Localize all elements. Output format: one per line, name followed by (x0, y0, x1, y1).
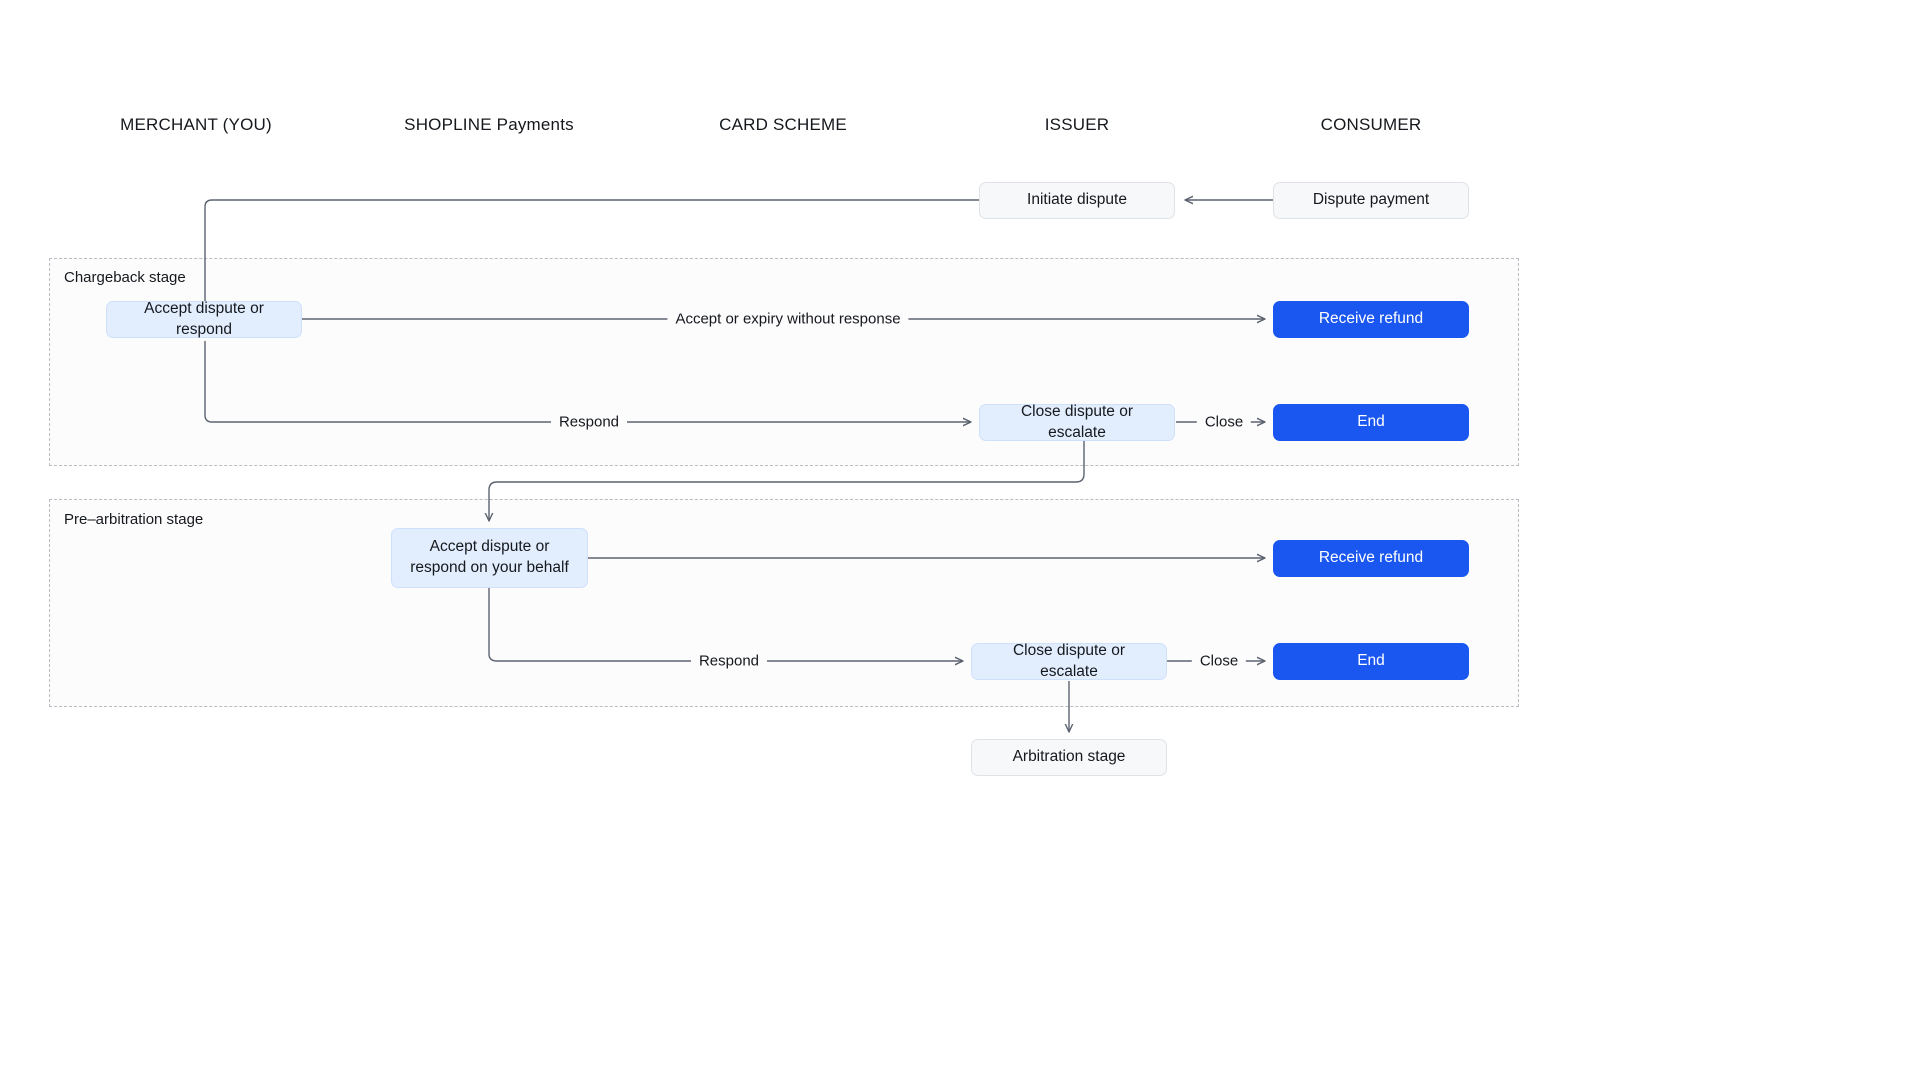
edge-label-respond-chargeback: Respond (551, 414, 627, 431)
node-arbitration-stage[interactable]: Arbitration stage (971, 739, 1167, 776)
node-initiate-dispute[interactable]: Initiate dispute (979, 182, 1175, 219)
edge-label-close-pre-arbitration: Close (1192, 653, 1246, 670)
node-accept-dispute-or-respond-on-your-behalf[interactable]: Accept dispute or respond on your behalf (391, 528, 588, 588)
stage-label-chargeback: Chargeback stage (64, 269, 186, 286)
node-receive-refund-chargeback[interactable]: Receive refund (1273, 301, 1469, 338)
column-header-merchant: MERCHANT (YOU) (120, 115, 272, 134)
column-header-issuer: ISSUER (1044, 115, 1110, 134)
edge-label-close-chargeback: Close (1197, 414, 1251, 431)
node-close-dispute-or-escalate-chargeback[interactable]: Close dispute or escalate (979, 404, 1175, 441)
column-header-shopline-payments: SHOPLINE Payments (404, 115, 574, 134)
node-close-dispute-or-escalate-pre-arbitration[interactable]: Close dispute or escalate (971, 643, 1167, 680)
column-header-card-scheme: CARD SCHEME (719, 115, 847, 134)
node-dispute-payment[interactable]: Dispute payment (1273, 182, 1469, 219)
node-accept-dispute-or-respond[interactable]: Accept dispute or respond (106, 301, 302, 338)
node-receive-refund-pre-arbitration[interactable]: Receive refund (1273, 540, 1469, 577)
edge-label-respond-pre-arbitration: Respond (691, 653, 767, 670)
node-end-pre-arbitration[interactable]: End (1273, 643, 1469, 680)
edge-label-accept-or-expiry-without-response: Accept or expiry without response (667, 311, 908, 328)
column-header-consumer: CONSUMER (1320, 115, 1422, 134)
stage-label-pre-arbitration: Pre–arbitration stage (64, 511, 204, 528)
node-end-chargeback[interactable]: End (1273, 404, 1469, 441)
